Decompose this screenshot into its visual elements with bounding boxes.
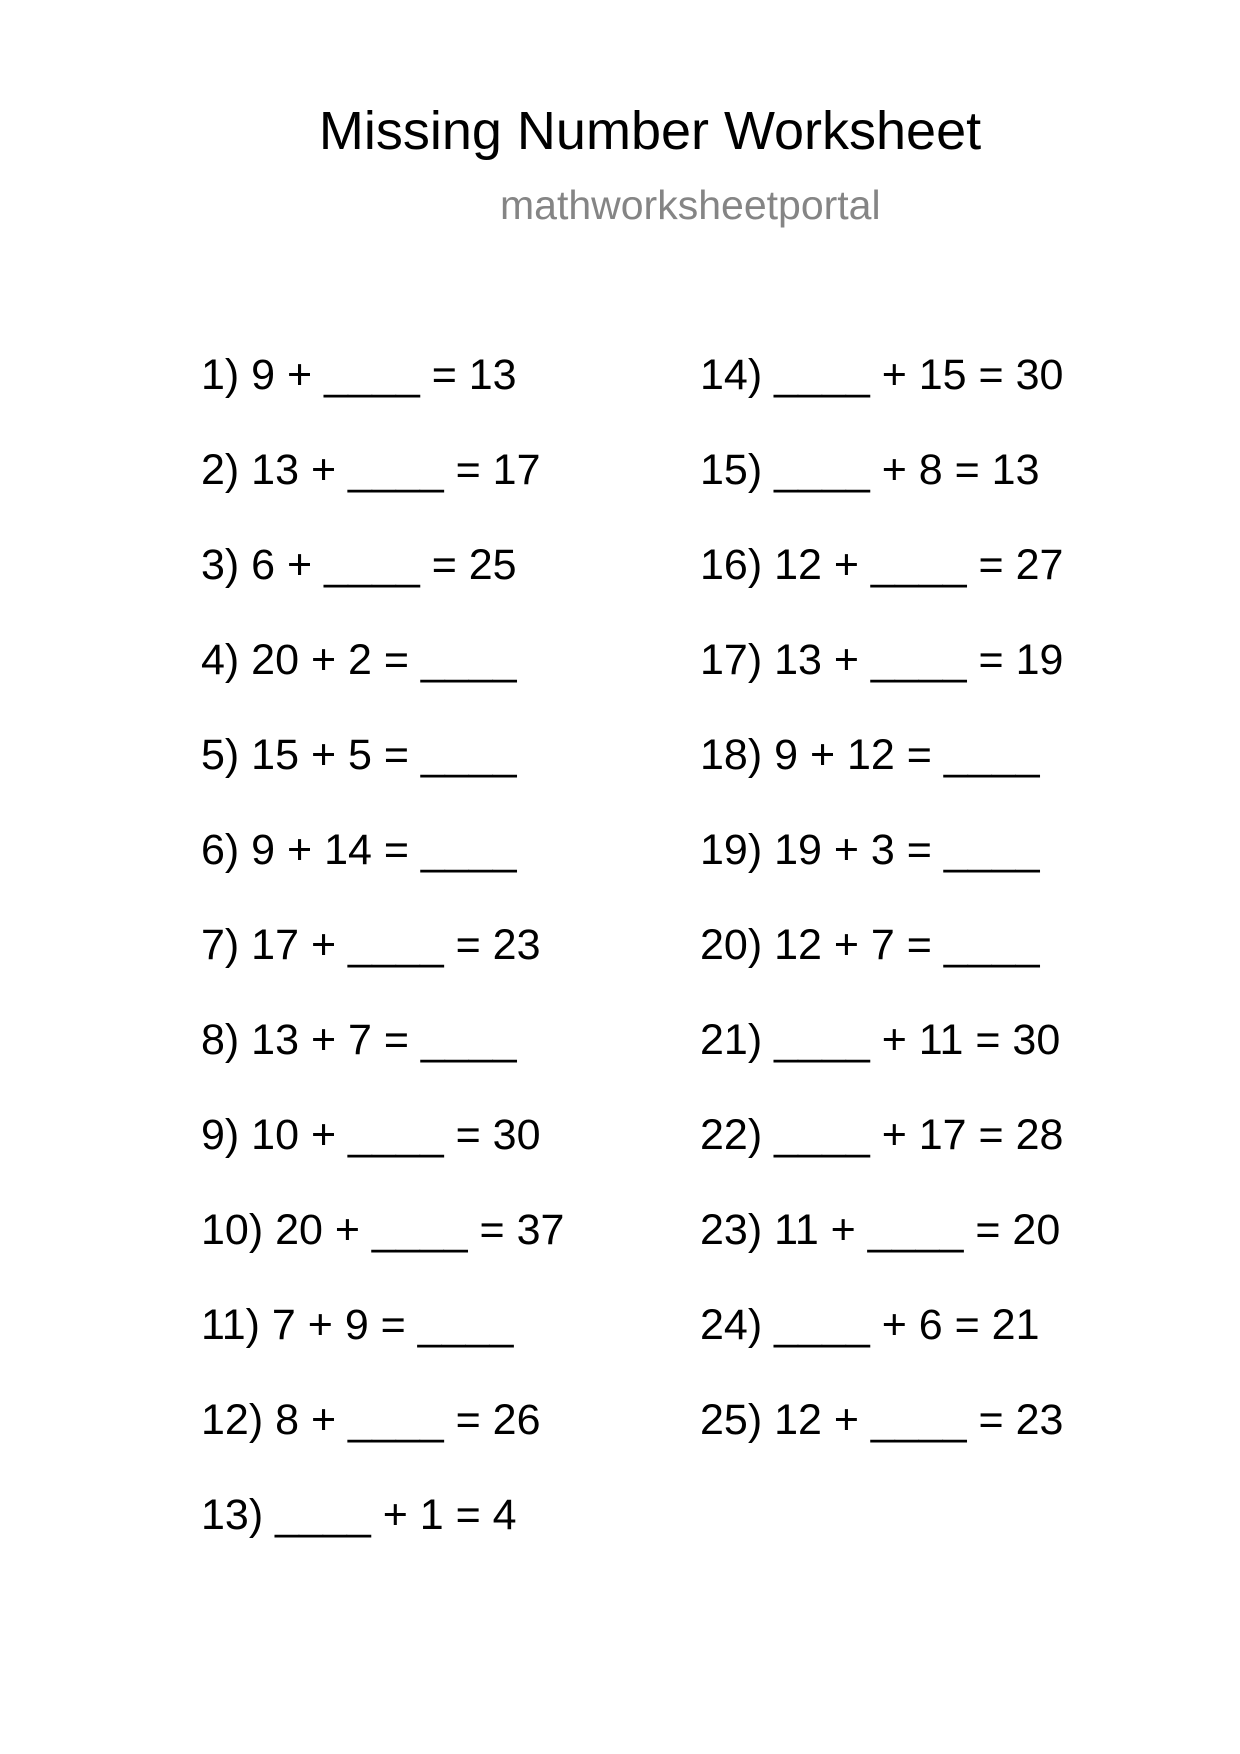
problem-4: 4) 20 + 2 = ____ <box>201 636 517 684</box>
problem-3: 3) 6 + ____ = 25 <box>201 541 517 589</box>
problem-9: 9) 10 + ____ = 30 <box>201 1111 541 1159</box>
problem-11: 11) 7 + 9 = ____ <box>201 1301 514 1349</box>
problem-1: 1) 9 + ____ = 13 <box>201 351 517 399</box>
problem-23: 23) 11 + ____ = 20 <box>700 1206 1061 1254</box>
problem-12: 12) 8 + ____ = 26 <box>201 1396 541 1444</box>
problem-17: 17) 13 + ____ = 19 <box>700 636 1064 684</box>
worksheet-subtitle: mathworksheetportal <box>500 182 881 228</box>
problem-22: 22) ____ + 17 = 28 <box>700 1111 1064 1159</box>
problem-14: 14) ____ + 15 = 30 <box>700 351 1064 399</box>
problem-16: 16) 12 + ____ = 27 <box>700 541 1064 589</box>
problem-20: 20) 12 + 7 = ____ <box>700 921 1040 969</box>
problem-5: 5) 15 + 5 = ____ <box>201 731 517 779</box>
problem-2: 2) 13 + ____ = 17 <box>201 446 541 494</box>
problem-24: 24) ____ + 6 = 21 <box>700 1301 1040 1349</box>
problem-18: 18) 9 + 12 = ____ <box>700 731 1040 779</box>
problem-19: 19) 19 + 3 = ____ <box>700 826 1040 874</box>
problem-15: 15) ____ + 8 = 13 <box>700 446 1040 494</box>
problem-21: 21) ____ + 11 = 30 <box>700 1016 1061 1064</box>
problem-7: 7) 17 + ____ = 23 <box>201 921 541 969</box>
problem-8: 8) 13 + 7 = ____ <box>201 1016 517 1064</box>
problem-10: 10) 20 + ____ = 37 <box>201 1206 565 1254</box>
problem-6: 6) 9 + 14 = ____ <box>201 826 517 874</box>
problems-left-column <box>201 350 564 1585</box>
problems-right-column <box>700 350 1063 1490</box>
problem-13: 13) ____ + 1 = 4 <box>201 1491 517 1539</box>
problem-25: 25) 12 + ____ = 23 <box>700 1396 1064 1444</box>
worksheet-title: Missing Number Worksheet <box>318 101 982 161</box>
